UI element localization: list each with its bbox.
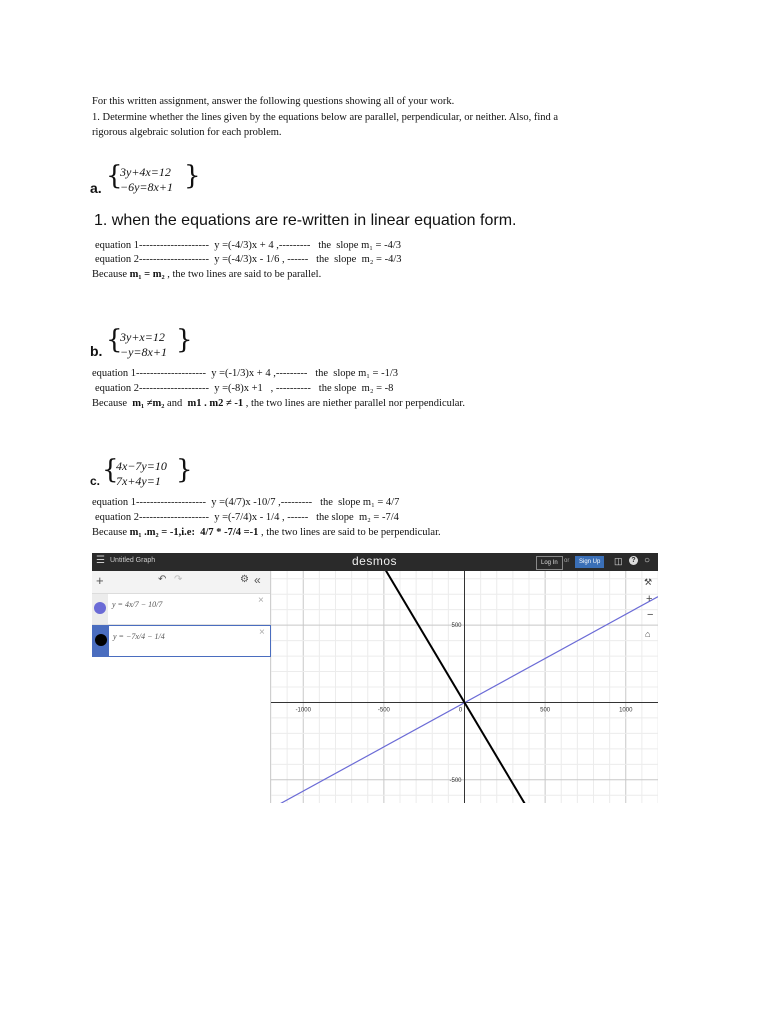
desmos-header (92, 553, 658, 571)
globe-icon[interactable]: ○ (644, 555, 651, 566)
part-a-equation-1: equation 1-------------------- y =(-4/3)x + 4 ,--------- the slope m₁ = -4/3 (95, 240, 401, 251)
expression-1-text[interactable]: y = 4x/7 − 10/7 (112, 600, 163, 609)
intro-line-3: rigorous algebraic solution for each problem. (92, 127, 282, 138)
x-tick-label: 500 (540, 707, 551, 714)
expression-row-2[interactable] (92, 625, 271, 657)
part-c-brace-left: { (102, 455, 119, 485)
plus-icon[interactable]: + (96, 573, 104, 588)
undo-icon[interactable]: ↶ (158, 574, 167, 585)
wrench-icon[interactable]: ⚒ (644, 577, 653, 587)
part-b-letter: b. (90, 343, 103, 359)
part-b-system-eq1: 3y+x=12 (120, 330, 165, 344)
expression-handle[interactable] (92, 594, 108, 624)
part-b-brace-left: { (106, 325, 123, 355)
y-tick-label: 500 (451, 623, 462, 630)
part-c-letter: c. (90, 474, 101, 488)
part-c-equation-1: equation 1-------------------- y =(4/7)x -10/7 ,--------- the slope m₁ = 4/7 (92, 497, 400, 508)
desmos-logo: desmos (352, 554, 398, 568)
desmos-screenshot (92, 553, 658, 803)
part-c-equation-2: equation 2-------------------- y =(-7/4)x - 1/4 , ------ the slope m₂ = -7/4 (95, 512, 399, 523)
expression-2-text[interactable]: y = −7x/4 − 1/4 (113, 632, 165, 641)
intro-line-2: 1. Determine whether the lines given by the equations below are parallel, perpendicular, or neither. Also, find a (92, 112, 559, 123)
help-icon[interactable]: ? (629, 556, 638, 565)
login-button[interactable]: Log In (536, 556, 563, 570)
home-icon[interactable]: ⌂ (645, 629, 651, 639)
part-b-equation-1: equation 1-------------------- y =(-1/3)x + 4 ,--------- the slope m₁ = -1/3 (92, 368, 398, 379)
signup-button[interactable]: Sign Up (575, 556, 604, 568)
expression-row-1[interactable] (92, 594, 270, 625)
or-text: or (564, 558, 570, 564)
part-a-system-eq2: −6y=8x+1 (120, 180, 173, 194)
zoom-in-icon[interactable]: + (646, 593, 653, 605)
part-b-brace-right: } (176, 325, 193, 355)
part-a-conclusion: Because m₁ = m₂ , the two lines are said to be parallel. (92, 269, 322, 280)
part-a-system-eq1: 3y+4x=12 (120, 165, 171, 179)
part-b-conclusion: Because m₁ ≠m₂ and m1 . m2 ≠ -1 , the two lines are niether parallel nor perpendicular. (92, 398, 465, 409)
collapse-icon[interactable]: « (254, 573, 261, 587)
intro-line-1: For this written assignment, answer the following questions showing all of your work. (92, 96, 455, 107)
part-c-brace-right: } (176, 455, 193, 485)
close-icon[interactable]: × (258, 595, 264, 606)
x-tick-label: -500 (377, 707, 390, 714)
x-tick-label: 1000 (619, 707, 633, 714)
part-b-equation-2: equation 2-------------------- y =(-8)x +1 , ---------- the slope m₂ = -8 (95, 383, 394, 394)
gear-icon[interactable]: ⚙ (240, 574, 249, 585)
graph-title[interactable]: Untitled Graph (110, 557, 156, 564)
part-a-brace-left: { (106, 161, 123, 191)
part-c-conclusion: Because m₁ .m₂ = -1,i.e: 4/7 * -7/4 =-1 , the two lines are said to be perpendicular. (92, 527, 441, 538)
hamburger-icon[interactable]: ☰ (96, 555, 105, 566)
y-tick-label: -500 (449, 777, 462, 784)
expression-list (92, 571, 271, 803)
part-a-letter: a. (90, 180, 102, 196)
share-icon[interactable]: ◫ (614, 556, 623, 566)
x-tick-label: 0 (458, 707, 463, 714)
line-color-icon[interactable] (94, 602, 106, 614)
part-a-equation-2: equation 2-------------------- y =(-4/3)x - 1/6 , ------ the slope m₂ = -4/3 (95, 254, 402, 265)
x-tick-label: -1000 (295, 707, 311, 714)
close-icon[interactable]: × (259, 627, 265, 638)
expression-handle[interactable] (93, 626, 109, 656)
expression-toolbar (92, 571, 270, 594)
part-a-heading: 1. when the equations are re-written in linear equation form. (94, 212, 517, 229)
part-a-brace-right: } (184, 161, 201, 191)
part-c-system-eq2: 7x+4y=1 (116, 474, 161, 488)
graph-area[interactable] (271, 571, 658, 803)
zoom-out-icon[interactable]: − (647, 609, 654, 621)
part-c-system-eq1: 4x−7y=10 (116, 459, 167, 473)
line-color-icon[interactable] (95, 634, 107, 646)
part-b-system-eq2: −y=8x+1 (120, 345, 167, 359)
redo-icon[interactable]: ↷ (174, 574, 183, 585)
